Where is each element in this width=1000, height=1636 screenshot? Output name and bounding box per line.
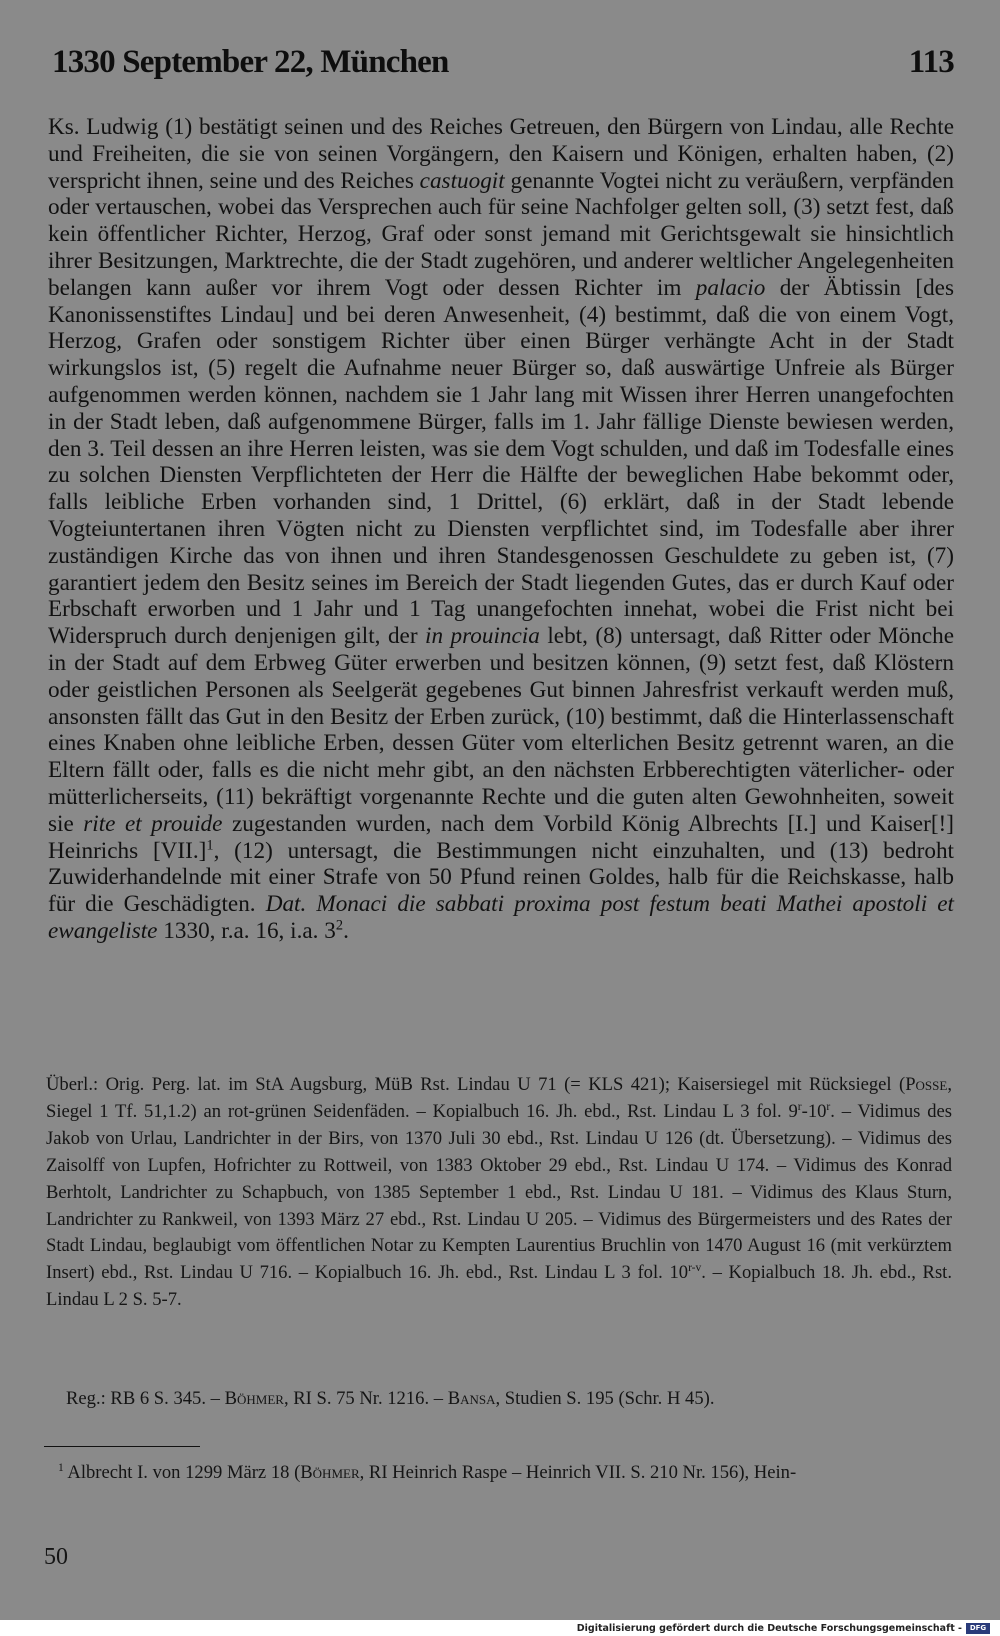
page-title: 1330 September 22, München bbox=[52, 44, 449, 80]
digitization-credit bbox=[577, 1620, 990, 1636]
summary-text: Ks. Ludwig (1) bestätigt seinen und des Reiches Getreuen, den Bürgern von Lindau, alle Rechte und Freiheiten, die sie von seinen Vorgängern, den Kaisern und Königen, erhalten haben, (2) verspricht ihnen, seine und des Reiches castuogit genannte Vogtei nicht zu veräußern, verpfänden oder vertauschen, wobei das Versprechen auch für seine Nachfolger gelten soll, (3) setzt fest, daß kein öffentlicher Richter, Herzog, Graf oder sonst jemand mit Gerichtsgewalt sie hinsichtlich ihrer Besitzungen, Marktrechte, die der Stadt zugehören, und anderer weltlicher Angelegenheiten belangen kann außer vor ihrem Vogt oder dessen Richter im palacio der Äbtissin [des Kanonissenstiftes Lindau] und bei deren Anwesenheit, (4) bestimmt, daß die von einem Vogt, Herzog, Grafen oder sonstigem Richter über einen Bürger verhängte Acht in der Stadt wirkungslos ist, (5) regelt die Aufnahme neuer Bürger so, daß auswärtige Unfreie als Bürger aufgenommen werden können, nachdem sie 1 Jahr lang mit Wissen ihrer Herren unangefochten in der Stadt leben, daß aufgenommene Bürger, falls im 1. Jahr fällige Dienste bewiesen werden, den 3. Teil dessen an ihre Herren leisten, was sie dem Vogt schulden, und daß im Todesfalle eines zu solchen Diensten Verpflichteten der Herr die Hälfte der beweglichen Habe bekommt oder, falls leibliche Erben vorhanden sind, 1 Drittel, (6) erklärt, daß in der Stadt lebende Vogteiuntertanen ihren Vögten nicht zu Diensten verpflichtet sind, im Todesfalle aber ihrer zuständigen Kirche das von ihnen und ihren Standesgenossen Geschuldete zu geben ist, (7) garantiert jedem den Besitz seines im Bereich der Stadt liegenden Gutes, das er durch Kauf oder Erbschaft erworben und 1 Jahr und 1 Tag unangefochten innehat, wobei die Frist nicht bei Widerspruch durch denjenigen gilt, der in prouincia lebt, (8) untersagt, daß Ritter oder Mönche in der Stadt auf dem Erbweg Güter erwerben und besitzen können, (9) setzt fest, daß Klöstern oder geistlichen Personen als Seelgerät gegebenes Gut binnen Jahresfrist verkauft werden muß, ansonsten fällt das Gut in den Besitz der Erben zurück, (10) bestimmt, daß die Hinterlassenschaft eines Knaben ohne leibliche Erben, dessen Güter vom elterlichen Besitz getrennt waren, an die Eltern fällt oder, falls es die nicht mehr gibt, an den nächsten Erbberechtigten väterlicher- oder mütterlicherseits, (11) bekräftigt vorgenannte Rechte und die guten alten Gewohnheiten, soweit sie rite et prouide zugestanden wurden, nach dem Vorbild König Albrechts [I.] und Kaiser[!] Heinrichs $[VII.]^1$, (12) untersagt, die Bestimmungen nicht einzuhalten, und (13) bedroht Zuwiderhandelnde mit einer Strafe von 50 Pfund reinen Goldes, halb für die Reichskasse, halb für die Geschädigten. Dat. Monaci die sabbati proxima post festum beati Mathei apostoli et ewangeliste 1330, r.a. 16, i.a. $3^2$. bbox=[48, 114, 955, 944]
notes-text: Überl.: Orig. Perg. lat. im StA Augsburg, MüB Rst. Lindau U 71 (= KLS 421); Kaisersiegel mit Rücksiegel (Posse, Siegel 1 Tf. 51,1.2) an rot-grünen Seidenfäden. – Kopialbuch 16. Jh. ebd., Rst. Lindau L 3 fol. 9$^r$-10$^r$. – Vidimus des Jakob von Urlau, Landrichter in der Birs, von 1370 Juli 30 ebd., Rst. Lindau U 126 (dt. Übersetzung). – Vidimus des Zaisolff von Lupfen, Hofrichter zu Rottweil, von 1383 Oktober 29 ebd., Rst. Lindau U 174. – Vidimus des Konrad Berhtolt, Landrichter zu Schapbuch, von 1385 September 1 ebd., Rst. Lindau U 181. – Vidimus des Klaus Sturn, Landrichter zu Rankweil, von 1393 März 27 ebd., Rst. Lindau U 205. – Vidimus des Bürgermeisters und des Rates der Stadt Lindau, beglaubigt vom öffentlichen Notar zu Kempten Laurentius Bruchlin von 1470 August 16 (mit verkürztem Insert) ebd., Rst. Lindau U 716. – Kopialbuch 16. Jh. ebd., Rst. Lindau L 3 fol. 10$^{r-v}$. – Kopialbuch 18. Jh. ebd., Rst. Lindau L 2 S. 5-7. bbox=[46, 1074, 952, 1311]
footnote-1: $^1$ Albrecht I. von 1299 März 18 (Böhmer, RI Heinrich Raspe – Heinrich VII. S. 210 Nr. 156), Hein- bbox=[58, 1461, 797, 1483]
regest-references: Reg.: RB 6 S. 345. – Böhmer, RI S. 75 Nr. 1216. – Bansa, Studien S. 195 (Schr. H 45). bbox=[66, 1388, 715, 1409]
tradition-notes bbox=[46, 1072, 952, 1314]
credit-text: Digitalisierung gefördert durch die Deutsche Forschungsgemeinschaft - bbox=[576, 1622, 962, 1634]
folio-number: 50 bbox=[44, 1544, 68, 1570]
footnote-rule bbox=[44, 1446, 200, 1447]
page-number: 113 bbox=[908, 44, 954, 80]
page-header bbox=[52, 44, 954, 94]
dfg-logo-icon: DFG bbox=[966, 1623, 990, 1634]
regest-summary bbox=[48, 114, 954, 945]
